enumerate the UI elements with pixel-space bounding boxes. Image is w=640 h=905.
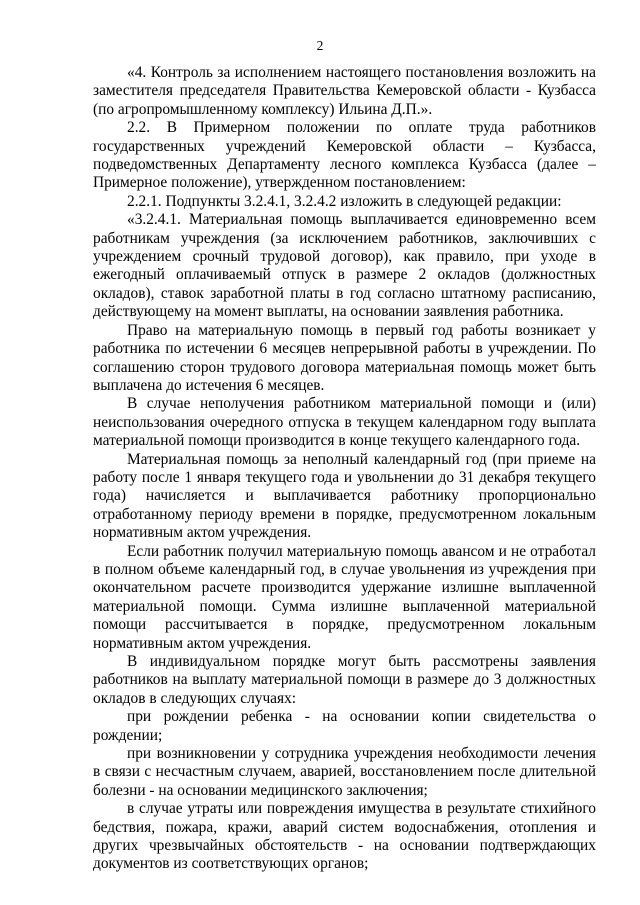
list-item-child-birth: при рождении ребенка - на основании копии свидетельства о рождении; (93, 708, 596, 744)
paragraph-first-year-right: Право на материальную помощь в первый год работы возникает у работника по истечении 6 месяцев непрерывной работы в учреждении. По соглашению сторон трудового договора материальная помощь может быть выплачена до истечения 6 месяцев. (93, 321, 596, 394)
paragraph-2-2: 2.2. В Примерном положении по оплате труда работников государственных учреждений Кемеровской области – Кузбасса, подведомственных Департаменту лесного комплекса Кузбасса (далее – Примерное положение), утвержденном постановлением: (93, 119, 596, 192)
paragraph-partial-year: Материальная помощь за неполный календарный год (при приеме на работу после 1 января текущего года и увольнении до 31 декабря текущего года) начисляется и выплачивается работнику пропорционально отработанному периоду времени в порядке, предусмотренном локальным нормативным актом учреждения. (93, 450, 596, 542)
document-body (93, 64, 596, 874)
paragraph-control-clause: «4. Контроль за исполнением настоящего постановления возложить на заместителя председателя Правительства Кемеровской области - Кузбасса (по агропромышленному комплексу) Ильина Д.П.». (93, 64, 596, 118)
paragraph-individual-cases: В индивидуальном порядке могут быть рассмотрены заявления работников на выплату материальной помощи в размере до 3 должностных окладов в следующих случаях: (93, 653, 596, 707)
paragraph-3-2-4-1: «3.2.4.1. Материальная помощь выплачивается единовременно всем работникам учреждения (за исключением работников, заключивших с учреждением срочный трудовой договор), как правило, при уходе в ежегодный оплачиваемый отпуск в размере 2 окладов (должностных окладов), ставок заработной платы в год согласно штатному расписанию, действующему на момент выплаты, на основании заявления работника. (93, 211, 596, 321)
paragraph-advance-deduction: Если работник получил материальную помощь авансом и не отработал в полном объеме календарный год, в случае увольнения из учреждения при окончательном расчете производится удержание излишне выплаченной материальной помощи. Сумма излишне выплаченной материальной помощи рассчитывается в порядке, предусмотренном локальным нормативным актом учреждения. (93, 542, 596, 652)
list-item-property-loss: в случае утраты или повреждения имущества в результате стихийного бедствия, пожара, кражи, аварий систем водоснабжения, отопления и других чрезвычайных обстоятельств - на основании подтверждающих документов из соответствующих органов; (93, 800, 596, 873)
paragraph-2-2-1: 2.2.1. Подпункты 3.2.4.1, 3.2.4.2 изложить в следующей редакции: (127, 192, 562, 210)
paragraph-non-receipt: В случае неполучения работником материальной помощи и (или) неиспользования очередного отпуска в текущем календарном году выплата материальной помощи производится в конце текущего календарного года. (93, 395, 596, 450)
list-item-medical-treatment: при возникновении у сотрудника учреждения необходимости лечения в связи с несчастным случаем, аварией, восстановлением после длительной болезни - на основании медицинского заключения; (93, 745, 596, 799)
page-number: 2 (316, 38, 324, 53)
